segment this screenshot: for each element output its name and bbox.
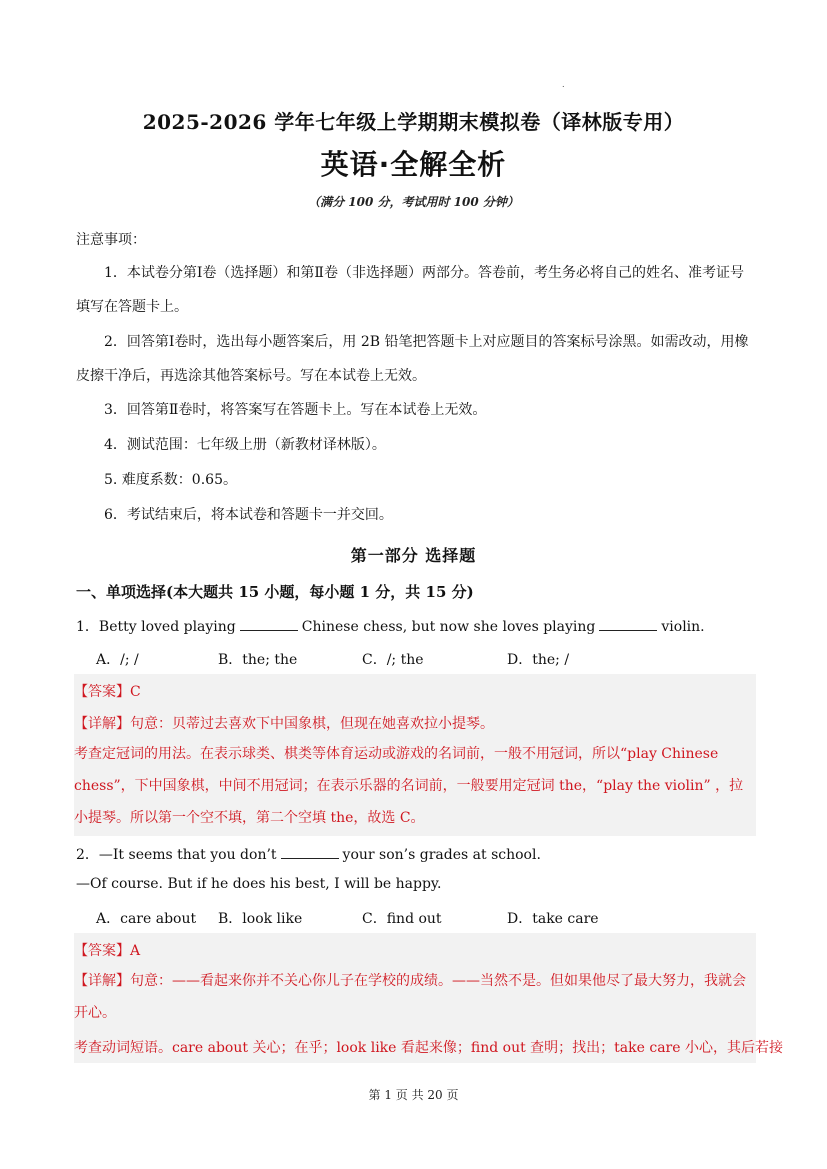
- answer-label: 【答案】A: [74, 943, 141, 959]
- notes-heading: 注意事项：: [76, 232, 146, 248]
- exam-info: （满分 100 分，考试用时 100 分钟）: [308, 195, 519, 209]
- note-item: 1．本试卷分第Ⅰ卷（选择题）和第Ⅱ卷（非选择题）两部分。答卷前，考生务必将自己的姓名、准考证号填写在答题卡上。: [76, 265, 744, 315]
- note-item: 5. 难度系数：0.65。: [104, 472, 237, 488]
- detail-explanation: 考查动词短语。care about 关心；在乎；look like 看起来像；find out 查明；找出；take care 小心，其后若接: [74, 1040, 783, 1056]
- answer-box-1: [74, 674, 756, 836]
- part-title: 第一部分 选择题: [350, 546, 477, 565]
- stray-dot: .: [562, 80, 565, 89]
- note-item: 6．考试结束后，将本试卷和答题卡一并交回。: [104, 507, 393, 523]
- option-a: A．/; /: [96, 652, 139, 668]
- option-b: B．look like: [218, 911, 303, 927]
- page-number: 第 1 页 共 20 页: [368, 1088, 459, 1102]
- section-title: 一、单项选择(本大题共 15 小题，每小题 1 分，共 15 分): [76, 583, 474, 601]
- answer-blank: [281, 846, 339, 859]
- question-1-stem: [76, 616, 705, 636]
- detail-explanation: 考查定冠词的用法。在表示球类、棋类等体育运动或游戏的名词前，一般不用冠词，所以“play Chinese chess”，下中国象棋，中间不用冠词；在表示乐器的名词前，一般要用定冠词 the，“play the violin” ，拉小提琴。所以第一个空不填，第二个空填 the，故选 C。: [74, 746, 744, 826]
- answer-label: 【答案】C: [74, 684, 141, 700]
- stem-text: 1．Betty loved playing: [76, 619, 236, 635]
- note-item: 3．回答第Ⅱ卷时，将答案写在答题卡上。写在本试卷上无效。: [104, 402, 487, 418]
- answer-box-2: [74, 933, 783, 1063]
- option-d: D．take care: [507, 911, 599, 927]
- answer-blank: [240, 618, 298, 631]
- stem-text: your son’s grades at school.: [342, 847, 541, 863]
- option-a: A．care about: [96, 911, 197, 927]
- subject-title: 英语·全解全析: [320, 148, 507, 181]
- stem-text: Chinese chess, but now she loves playing: [301, 619, 596, 635]
- note-item: 2．回答第Ⅰ卷时，选出每小题答案后，用 2B 铅笔把答题卡上对应题目的答案标号涂黑。如需改动，用橡皮擦干净后，再选涂其他答案标号。写在本试卷上无效。: [76, 334, 749, 384]
- stem-text: violin.: [661, 619, 705, 635]
- question-2-stem: [76, 844, 541, 864]
- option-b: B．the; the: [218, 652, 298, 668]
- option-c: C．find out: [362, 911, 442, 927]
- option-c: C．/; the: [362, 652, 424, 668]
- exam-title: 2025-2026 学年七年级上学期期末模拟卷（译林版专用）: [142, 110, 685, 134]
- question-2-reply: —Of course. But if he does his best, I will be happy.: [76, 876, 442, 892]
- detail-meaning: 【详解】句意：贝蒂过去喜欢下中国象棋，但现在她喜欢拉小提琴。: [74, 716, 494, 732]
- option-d: D．the; /: [507, 652, 570, 668]
- detail-meaning: 【详解】句意：——看起来你并不关心你儿子在学校的成绩。——当然不是。但如果他尽了最大努力，我就会开心。: [74, 973, 746, 1021]
- note-item: 4．测试范围：七年级上册（新教材译林版）。: [104, 437, 386, 453]
- stem-text: 2．—It seems that you don’t: [76, 847, 277, 863]
- answer-blank: [599, 618, 657, 631]
